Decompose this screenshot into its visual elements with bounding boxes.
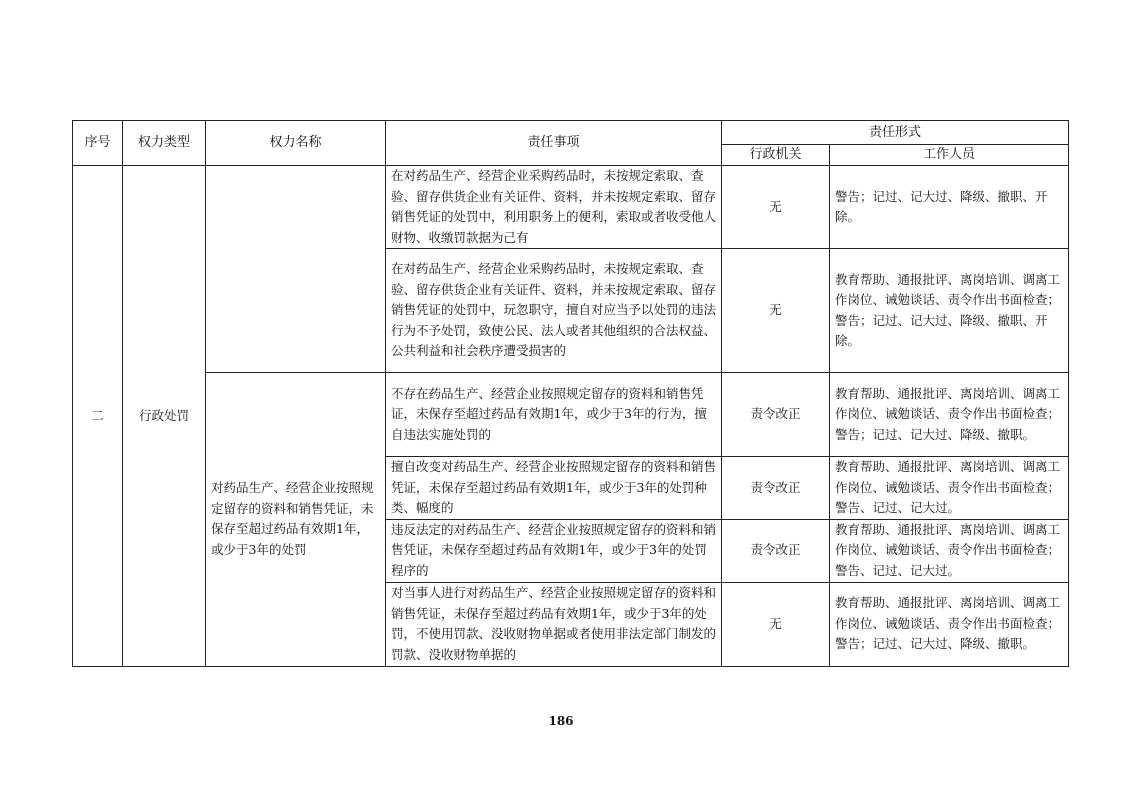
header-row [73, 121, 1069, 145]
responsibility-cell: 擅自改变对药品生产、经营企业按照规定留存的资料和销售凭证，未保存至超过药品有效期1年，或少于3年的处罚种类、幅度的 [386, 457, 722, 520]
agency-cell: 责令改正 [722, 373, 830, 457]
table-row [73, 373, 1069, 457]
agency-cell: 无 [722, 582, 830, 666]
staff-cell: 教育帮助、通报批评、离岗培训、调离工作岗位、诫勉谈话、责令作出书面检查；警告；记过、记大过、降级、撤职。 [830, 582, 1069, 666]
staff-cell: 教育帮助、通报批评、离岗培训、调离工作岗位、诫勉谈话、责令作出书面检查；警告、记过、记大过。 [830, 519, 1069, 582]
staff-cell: 警告；记过、记大过、降级、撤职、开除。 [830, 166, 1069, 249]
header-power-name: 权力名称 [206, 121, 386, 166]
power-name-cell: 对药品生产、经营企业按照规定留存的资料和销售凭证，未保存至超过药品有效期1年，或少于3年的处罚 [206, 373, 386, 667]
staff-cell: 教育帮助、通报批评、离岗培训、调离工作岗位、诫勉谈话、责令作出书面检查；警告、记过、记大过。 [830, 457, 1069, 520]
header-form: 责任形式 [722, 121, 1069, 145]
page-number: 186 [548, 714, 574, 728]
responsibility-cell: 在对药品生产、经营企业采购药品时，未按规定索取、查验、留存供货企业有关证件、资料，并未按规定索取、留存销售凭证的处罚中，利用职务上的便利，索取或者收受他人财物、收缴罚款据为己有 [386, 166, 722, 249]
responsibility-cell: 违反法定的对药品生产、经营企业按照规定留存的资料和销售凭证，未保存至超过药品有效期1年，或少于3年的处罚程序的 [386, 519, 722, 582]
staff-cell: 教育帮助、通报批评、离岗培训、调离工作岗位、诫勉谈话、责令作出书面检查；警告；记过、记大过、降级、撤职、开除。 [830, 249, 1069, 373]
header-power-type: 权力类型 [123, 121, 206, 166]
table-row [73, 166, 1069, 249]
responsibility-cell: 在对药品生产、经营企业采购药品时，未按规定索取、查验、留存供货企业有关证件、资料，并未按规定索取、留存销售凭证的处罚中，玩忽职守，擅自对应当予以处罚的违法行为不予处罚，致使公民、法人或者其他组织的合法权益、公共利益和社会秩序遭受损害的 [386, 249, 722, 373]
responsibility-cell: 不存在药品生产、经营企业按照规定留存的资料和销售凭证，未保存至超过药品有效期1年，或少于3年的行为，擅自违法实施处罚的 [386, 373, 722, 457]
agency-cell: 责令改正 [722, 519, 830, 582]
seq-cell: 二 [73, 166, 123, 667]
power-type-cell: 行政处罚 [123, 166, 206, 667]
responsibility-cell: 对当事人进行对药品生产、经营企业按照规定留存的资料和销售凭证，未保存至超过药品有效期1年，或少于3年的处罚，不使用罚款、没收财物单据或者使用非法定部门制发的罚款、没收财物单据的 [386, 582, 722, 666]
agency-cell: 责令改正 [722, 457, 830, 520]
agency-cell: 无 [722, 166, 830, 249]
header-agency: 行政机关 [722, 145, 830, 166]
responsibility-table [72, 120, 1069, 667]
power-name-cell-empty [206, 166, 386, 373]
header-responsibility: 责任事项 [386, 121, 722, 166]
header-seq: 序号 [73, 121, 123, 166]
agency-cell: 无 [722, 249, 830, 373]
staff-cell: 教育帮助、通报批评、离岗培训、调离工作岗位、诫勉谈话、责令作出书面检查；警告；记过、记大过、降级、撤职。 [830, 373, 1069, 457]
header-staff: 工作人员 [830, 145, 1069, 166]
